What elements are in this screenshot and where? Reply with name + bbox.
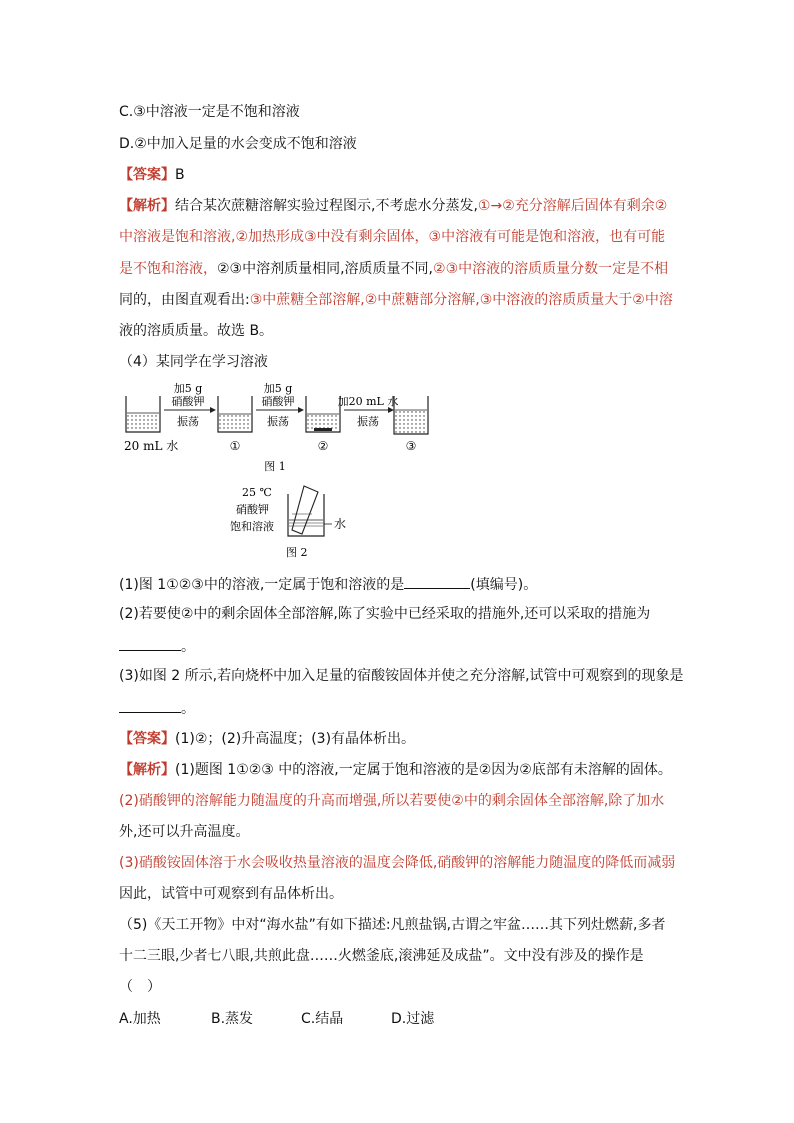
- arrow-1-bot: 振荡: [177, 415, 199, 428]
- text-span: 是不饱和溶液，: [119, 261, 217, 277]
- question-5-line-1: （5)《天工开物》中对“海水盐”有如下描述:凡煎盐锅,古谓之牢盆……其下列灶燃薪,多者: [119, 917, 666, 933]
- beaker-1: [218, 396, 252, 432]
- answer-value: (1)②；(2)升高温度；(3)有晶体析出。: [175, 731, 416, 747]
- explanation-1-line-4: [119, 291, 673, 309]
- text-span: 结合某次蔗糖溶解实验过程图示,不考虑水分蒸发,: [175, 198, 478, 214]
- arrow-3-top: 加20 mL 水: [337, 395, 399, 408]
- explanation-2-line-3: 外,还可以升高温度。: [119, 824, 250, 840]
- explanation-1-line-5: 液的溶质质量。故选 B。: [119, 323, 274, 339]
- figure-2-water: 水: [334, 517, 347, 531]
- figure-2-caption: 图 2: [286, 546, 308, 559]
- answer-tag: 【答案】: [119, 731, 175, 747]
- answer-1: [119, 166, 185, 184]
- answer-2: [119, 730, 415, 748]
- question-5-options: [119, 1010, 434, 1028]
- question-4-1: [119, 574, 537, 594]
- question-4-2-blank: [119, 636, 195, 656]
- explanation-2-line-5: 因此，试管中可观察到有品体析出。: [119, 886, 343, 902]
- option-c-5: C.结晶: [301, 1011, 344, 1027]
- question-4-3-blank: [119, 698, 195, 718]
- label-1: ①: [229, 439, 241, 453]
- question-4-3: (3)如图 2 所示,若向烧杯中加入足量的宿酸铵固体并使之充分溶解,试管中可观察到的现象是: [119, 668, 684, 684]
- label-20ml-water: 20 mL 水: [124, 439, 179, 453]
- option-c: C.③中溶液一定是不饱和溶液: [119, 104, 300, 120]
- explanation-2-line-2: (2)硝酸钾的溶解能力随温度的升高而增强,所以若要使②中的剩余固体全部溶解,除了加水: [119, 793, 665, 809]
- explanation-tag: 【解析】: [119, 762, 175, 778]
- arrow-3-bot: 振荡: [357, 415, 379, 428]
- text-span: 同的，由图直观看出:: [119, 292, 250, 308]
- option-d: D.②中加入足量的水会变成不饱和溶液: [119, 136, 357, 152]
- label-3: ③: [405, 439, 417, 453]
- arrow-1-mid: 硝酸钾: [171, 395, 205, 408]
- arrow-1-top: 加5 g: [173, 382, 203, 395]
- text-span: 。: [181, 639, 195, 655]
- arrow-2-bot: 振荡: [267, 415, 289, 428]
- question-5-paren: （ ）: [119, 979, 161, 995]
- figure-2-diagram: [226, 484, 366, 564]
- answer-value: B: [175, 167, 185, 183]
- text-span: ②③中溶剂质量相同,溶质质量不同,: [217, 261, 434, 277]
- test-tube: [292, 486, 318, 534]
- arrow-2-top: 加5 g: [263, 382, 293, 395]
- explanation-tag: 【解析】: [119, 198, 175, 214]
- arrow-2-mid: 硝酸钾: [261, 395, 295, 408]
- answer-blank[interactable]: [119, 636, 181, 651]
- beaker-3: [394, 396, 428, 434]
- text-span: 。: [181, 701, 195, 717]
- text-span: ②③中溶液的溶质质量分数一定是不相: [433, 261, 669, 277]
- text-span: (1)题图 1①②③ 中的溶液,一定属于饱和溶液的是②因为②底部有未溶解的固体。: [175, 762, 672, 778]
- answer-blank[interactable]: [119, 698, 181, 713]
- text-span: ①→②充分溶解后固体有剩余②: [477, 198, 668, 214]
- answer-blank[interactable]: [404, 574, 470, 589]
- explanation-1-line-3: [119, 260, 668, 278]
- question-4-2: (2)若要使②中的剩余固体全部溶解,陈了实验中已经采取的措施外,还可以采取的措施为: [119, 606, 651, 622]
- answer-tag: 【答案】: [119, 167, 175, 183]
- figure-2-name1: 硝酸钾: [236, 503, 269, 516]
- text-span: (填编号)。: [470, 577, 538, 593]
- figure-2-temp: 25 ℃: [242, 486, 272, 499]
- option-d-5: D.过滤: [391, 1011, 435, 1027]
- question-5-line-2: 十二三眼,少者七八眼,共煎此盘……火燃釜底,滚沸延及成盐”。文中没有涉及的操作是: [119, 948, 644, 964]
- text-span: ③中蔗糖全部溶解,②中蔗糖部分溶解,③中溶液的溶质质量大于②中溶: [249, 292, 673, 308]
- beaker-2: [306, 396, 340, 432]
- beaker-water: [126, 396, 160, 432]
- figure-1-diagram: [122, 378, 442, 474]
- explanation-1-line-1: [119, 197, 667, 215]
- text-span: (1)图 1①②③中的溶液,一定属于饱和溶液的是: [119, 577, 405, 593]
- question-4-title: （4）某同学在学习溶液: [119, 354, 268, 370]
- option-b: B.蒸发: [211, 1011, 254, 1027]
- explanation-2-line-4: (3)硝酸铵固体溶于水会吸收热量溶液的温度会降低,硝酸钾的溶解能力随温度的降低而减弱: [119, 855, 676, 871]
- label-2: ②: [317, 439, 329, 453]
- explanation-2-line-1: [119, 761, 672, 779]
- figure-1-caption: 图 1: [264, 460, 286, 473]
- option-a: A.加热: [119, 1011, 161, 1027]
- beaker-fig2: [288, 494, 324, 536]
- explanation-1-line-2: 中溶液是饱和溶液,②加热形成③中没有剩余固体，③中溶液有可能是饱和溶液，也有可能: [119, 229, 666, 245]
- figure-2-name2: 饱和溶液: [230, 520, 274, 533]
